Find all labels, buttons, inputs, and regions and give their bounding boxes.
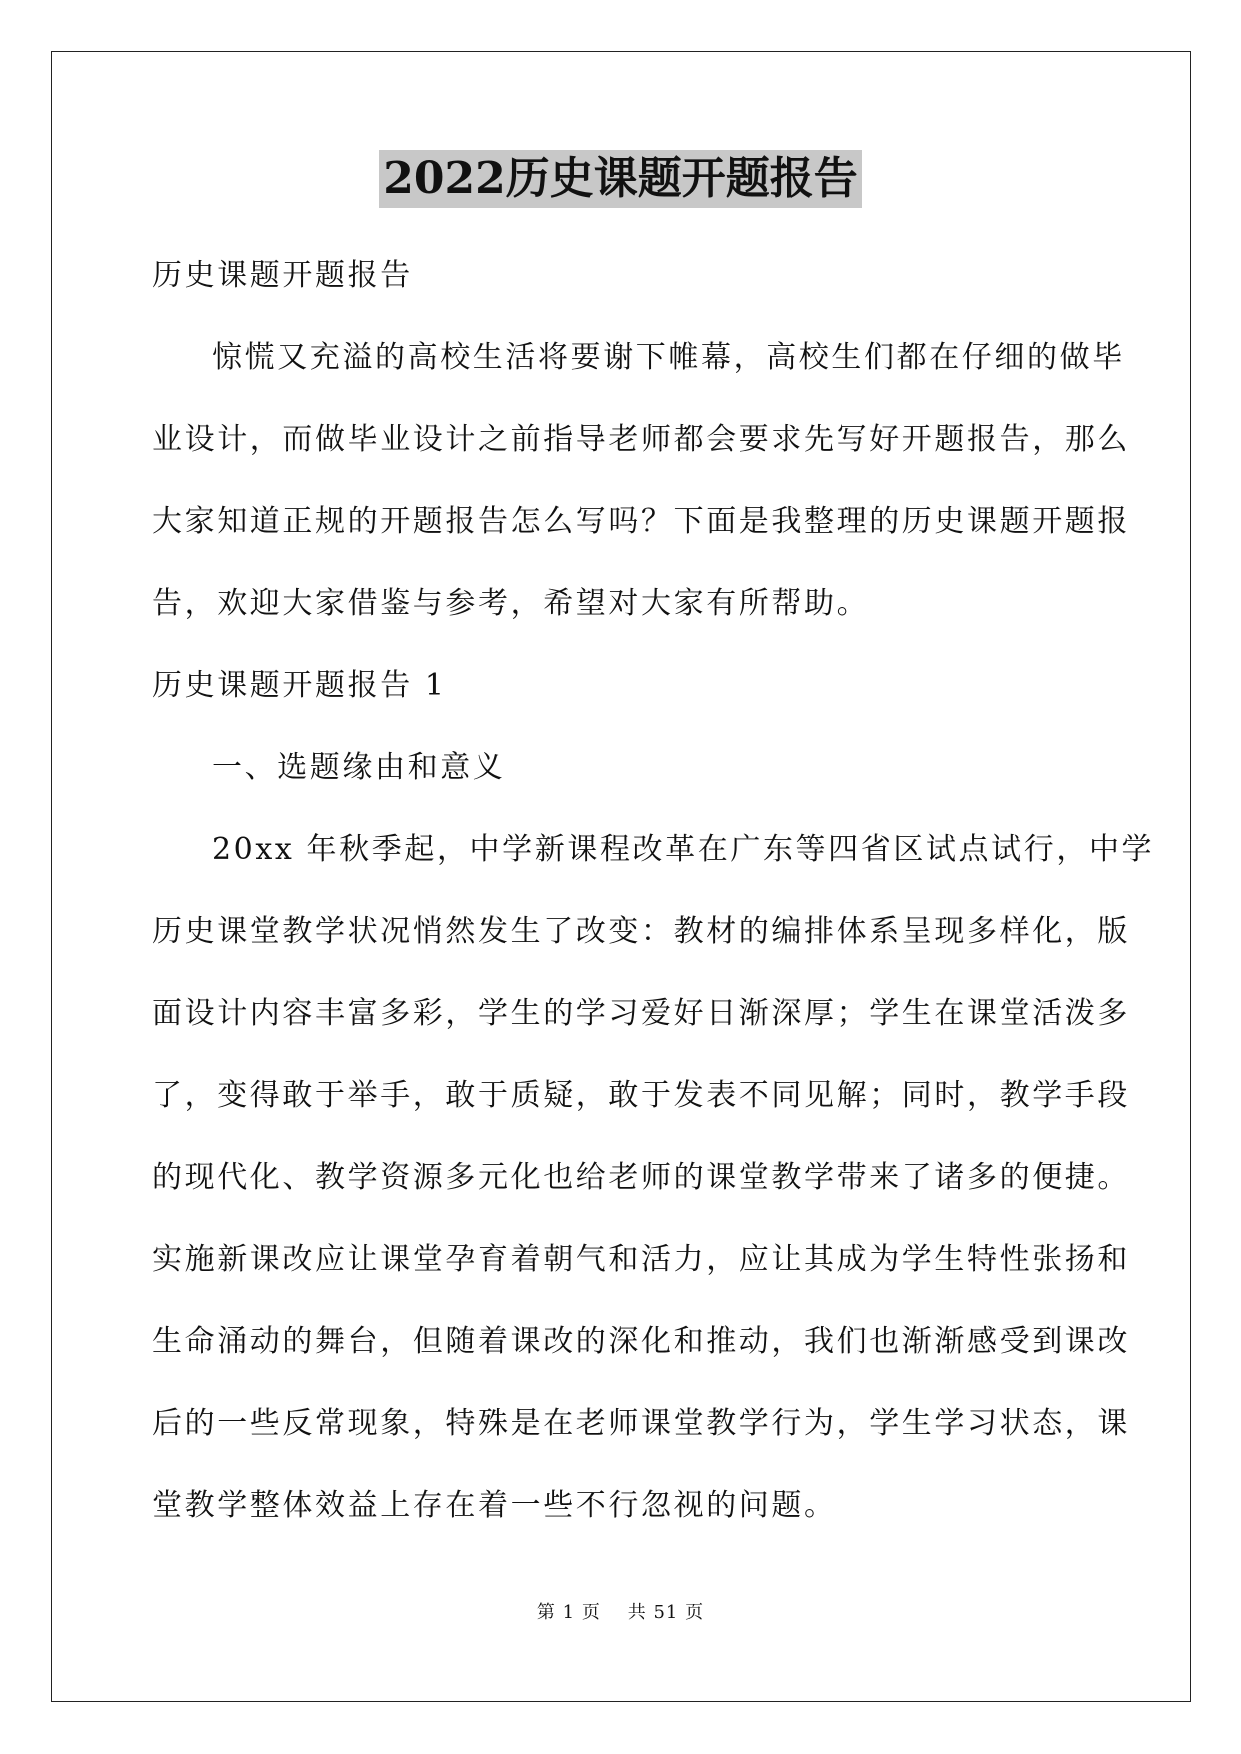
text-line: 后的一些反常现象，特殊是在老师课堂教学行为，学生学习状态，课 [152,1406,1130,1441]
document-title: 2022历史课题开题报告 [379,150,861,208]
text-line: 历史课题开题报告 [152,258,413,293]
title-container [0,150,1241,208]
text-line: 历史课题开题报告 1 [152,668,447,703]
text-line: 一、选题缘由和意义 [212,750,506,785]
text-line: 告，欢迎大家借鉴与参考，希望对大家有所帮助。 [152,586,870,621]
page-total: 共 51 页 [627,1602,705,1623]
text-line: 生命涌动的舞台，但随着课改的深化和推动，我们也渐渐感受到课改 [152,1324,1130,1359]
text-line: 堂教学整体效益上存在着一些不行忽视的问题。 [152,1488,837,1523]
page-footer [0,1598,1241,1624]
text-line: 历史课堂教学状况悄然发生了改变：教材的编排体系呈现多样化，版 [152,914,1130,949]
text-line: 惊慌又充溢的高校生活将要谢下帷幕，高校生们都在仔细的做毕 [212,340,1125,375]
text-line: 的现代化、教学资源多元化也给老师的课堂教学带来了诸多的便捷。 [152,1160,1130,1195]
text-line: 业设计，而做毕业设计之前指导老师都会要求先写好开题报告，那么 [152,422,1130,457]
text-line: 20xx 年秋季起，中学新课程改革在广东等四省区试点试行，中学 [212,832,1155,867]
page-number: 第 1 页 [536,1602,601,1623]
text-line: 大家知道正规的开题报告怎么写吗？下面是我整理的历史课题开题报 [152,504,1130,539]
text-line: 实施新课改应让课堂孕育着朝气和活力，应让其成为学生特性张扬和 [152,1242,1130,1277]
text-line: 了，变得敢于举手，敢于质疑，敢于发表不同见解；同时，教学手段 [152,1078,1130,1113]
document-body [152,235,1155,1547]
text-line: 面设计内容丰富多彩，学生的学习爱好日渐深厚；学生在课堂活泼多 [152,996,1130,1031]
